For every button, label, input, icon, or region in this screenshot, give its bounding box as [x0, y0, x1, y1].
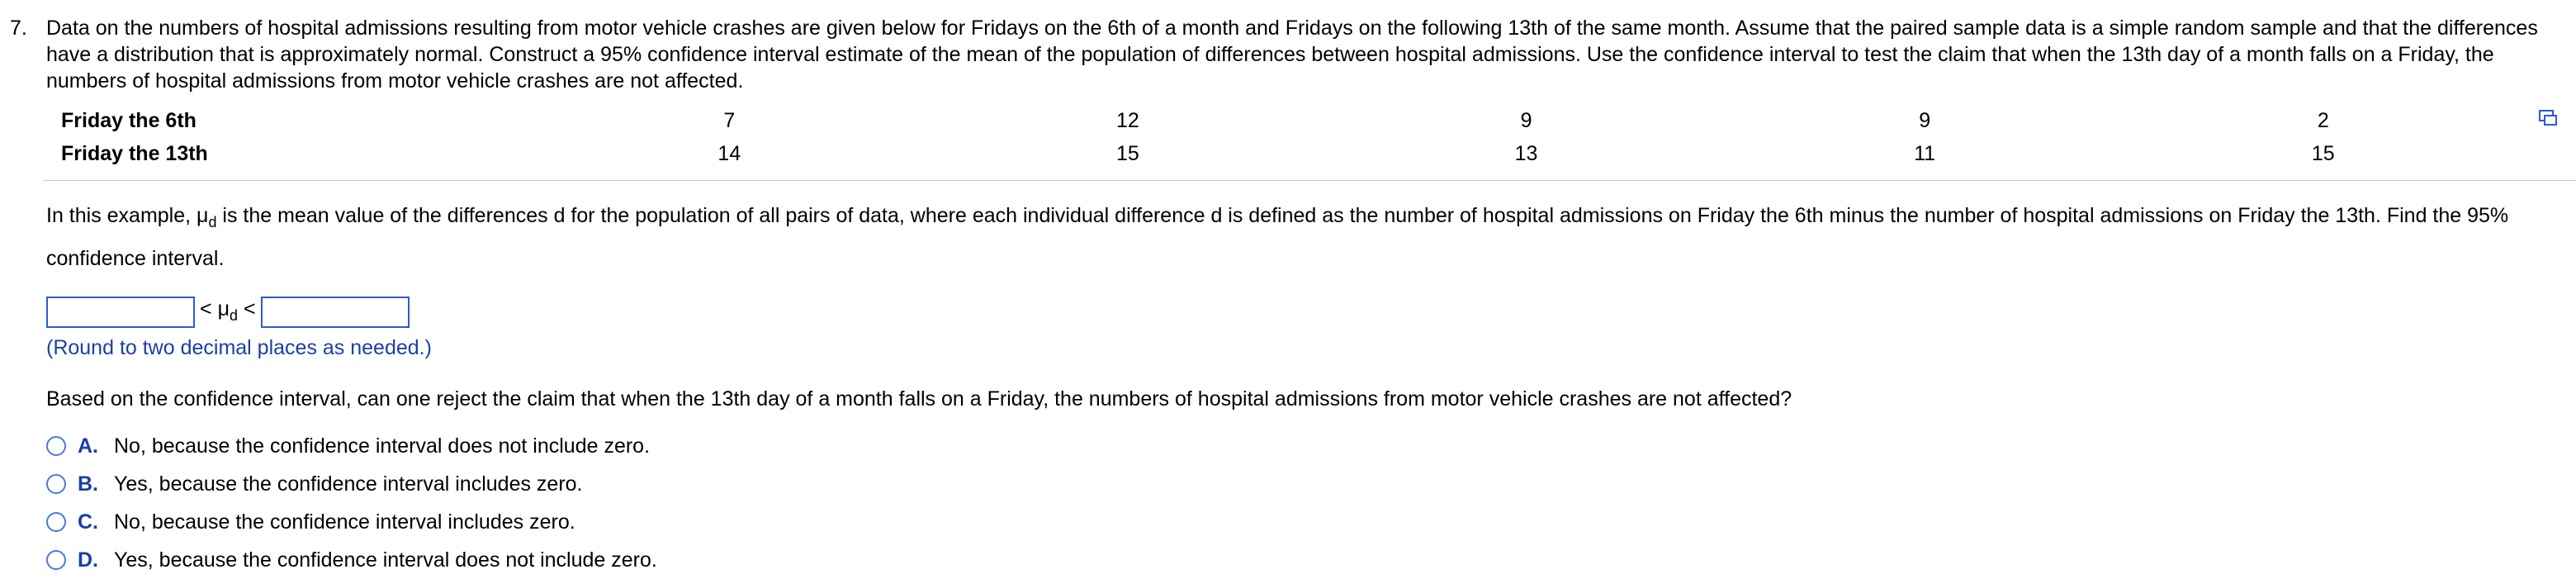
- option-text: No, because the confidence interval does not include zero.: [114, 434, 651, 458]
- question-number: 7.: [10, 17, 27, 40]
- empty-cell: [2522, 137, 2573, 170]
- radio-button[interactable]: [46, 436, 66, 456]
- table-cell: 15: [2311, 142, 2335, 165]
- explanation-text: [46, 197, 2564, 277]
- mu-symbol: μ: [197, 204, 209, 227]
- table-cell: 7: [723, 109, 736, 132]
- ci-upper-input[interactable]: [261, 297, 410, 328]
- question-body: [46, 15, 2564, 579]
- question-intro: Data on the numbers of hospital admissions resulting from motor vehicle crashes are given below for Fridays on the 6th of a month and Fridays on the following 13th of the same month. Assume that the paired sample data is a simple random sample and that the differences have a distribution that is approximately normal. Construct a 95% confidence interval estimate of the mean of the population of differences between hospital admissions. Use the confidence interval to test the claim that when the 13th day of a month falls on a Friday, the numbers of hospital admissions from motor vehicle crashes are not affected.: [46, 17, 2538, 93]
- mu-subscript: d: [229, 307, 238, 324]
- explanation-part-2: is the mean value of the differences d for the population of all pairs of data, where each individual difference d is defined as the number of hospital admissions on Friday the 6th minus the number of hospital admissions on Friday the 13th. Find the 95% confidence interval.: [46, 204, 2509, 270]
- ci-lower-input[interactable]: [46, 297, 195, 328]
- table-cell: 2: [2317, 109, 2329, 132]
- option-b[interactable]: [46, 465, 2564, 503]
- option-text: No, because the confidence interval includes zero.: [114, 510, 575, 534]
- option-text: Yes, because the confidence interval does not include zero.: [114, 548, 657, 572]
- table-row: [46, 137, 2573, 170]
- table-cell: 9: [1919, 109, 1931, 132]
- table-cell: 9: [1520, 109, 1532, 132]
- table-cell: 13: [1514, 142, 1538, 165]
- option-letter: C.: [78, 510, 98, 534]
- row-label: Friday the 13th: [61, 142, 208, 165]
- option-d[interactable]: [46, 541, 2564, 579]
- copy-data-icon[interactable]: [2538, 107, 2558, 126]
- table-cell: 11: [1914, 142, 1936, 165]
- answer-options: [46, 427, 2564, 579]
- option-a[interactable]: [46, 427, 2564, 465]
- option-letter: B.: [78, 472, 98, 496]
- option-text: Yes, because the confidence interval includes zero.: [114, 472, 583, 496]
- option-letter: D.: [78, 548, 98, 572]
- table-row: [46, 104, 2573, 137]
- mu-symbol: μ: [217, 297, 230, 320]
- copy-icon-cell: [2522, 104, 2573, 137]
- sub-question-text: Based on the confidence interval, can one reject the claim that when the 13th day of a month falls on a Friday, the numbers of hospital admissions from motor vehicle crashes are not affected?: [46, 387, 1792, 411]
- less-than-symbol: <: [243, 297, 256, 320]
- data-table: [46, 104, 2573, 170]
- table-cell: 12: [1116, 109, 1139, 132]
- section-divider: [43, 180, 2576, 181]
- radio-button[interactable]: [46, 512, 66, 532]
- ci-middle-expression: [195, 296, 261, 329]
- row-label: Friday the 6th: [61, 109, 197, 132]
- radio-button[interactable]: [46, 550, 66, 570]
- explanation-part-1: In this example,: [46, 204, 197, 227]
- radio-button[interactable]: [46, 474, 66, 494]
- option-c[interactable]: [46, 503, 2564, 541]
- rounding-note: (Round to two decimal places as needed.): [46, 336, 432, 359]
- mu-subscript: d: [208, 214, 217, 230]
- table-cell: 15: [1116, 142, 1139, 165]
- confidence-interval-row: [46, 295, 2564, 330]
- less-than-symbol: <: [200, 297, 212, 320]
- table-cell: 14: [717, 142, 741, 165]
- option-letter: A.: [78, 434, 98, 458]
